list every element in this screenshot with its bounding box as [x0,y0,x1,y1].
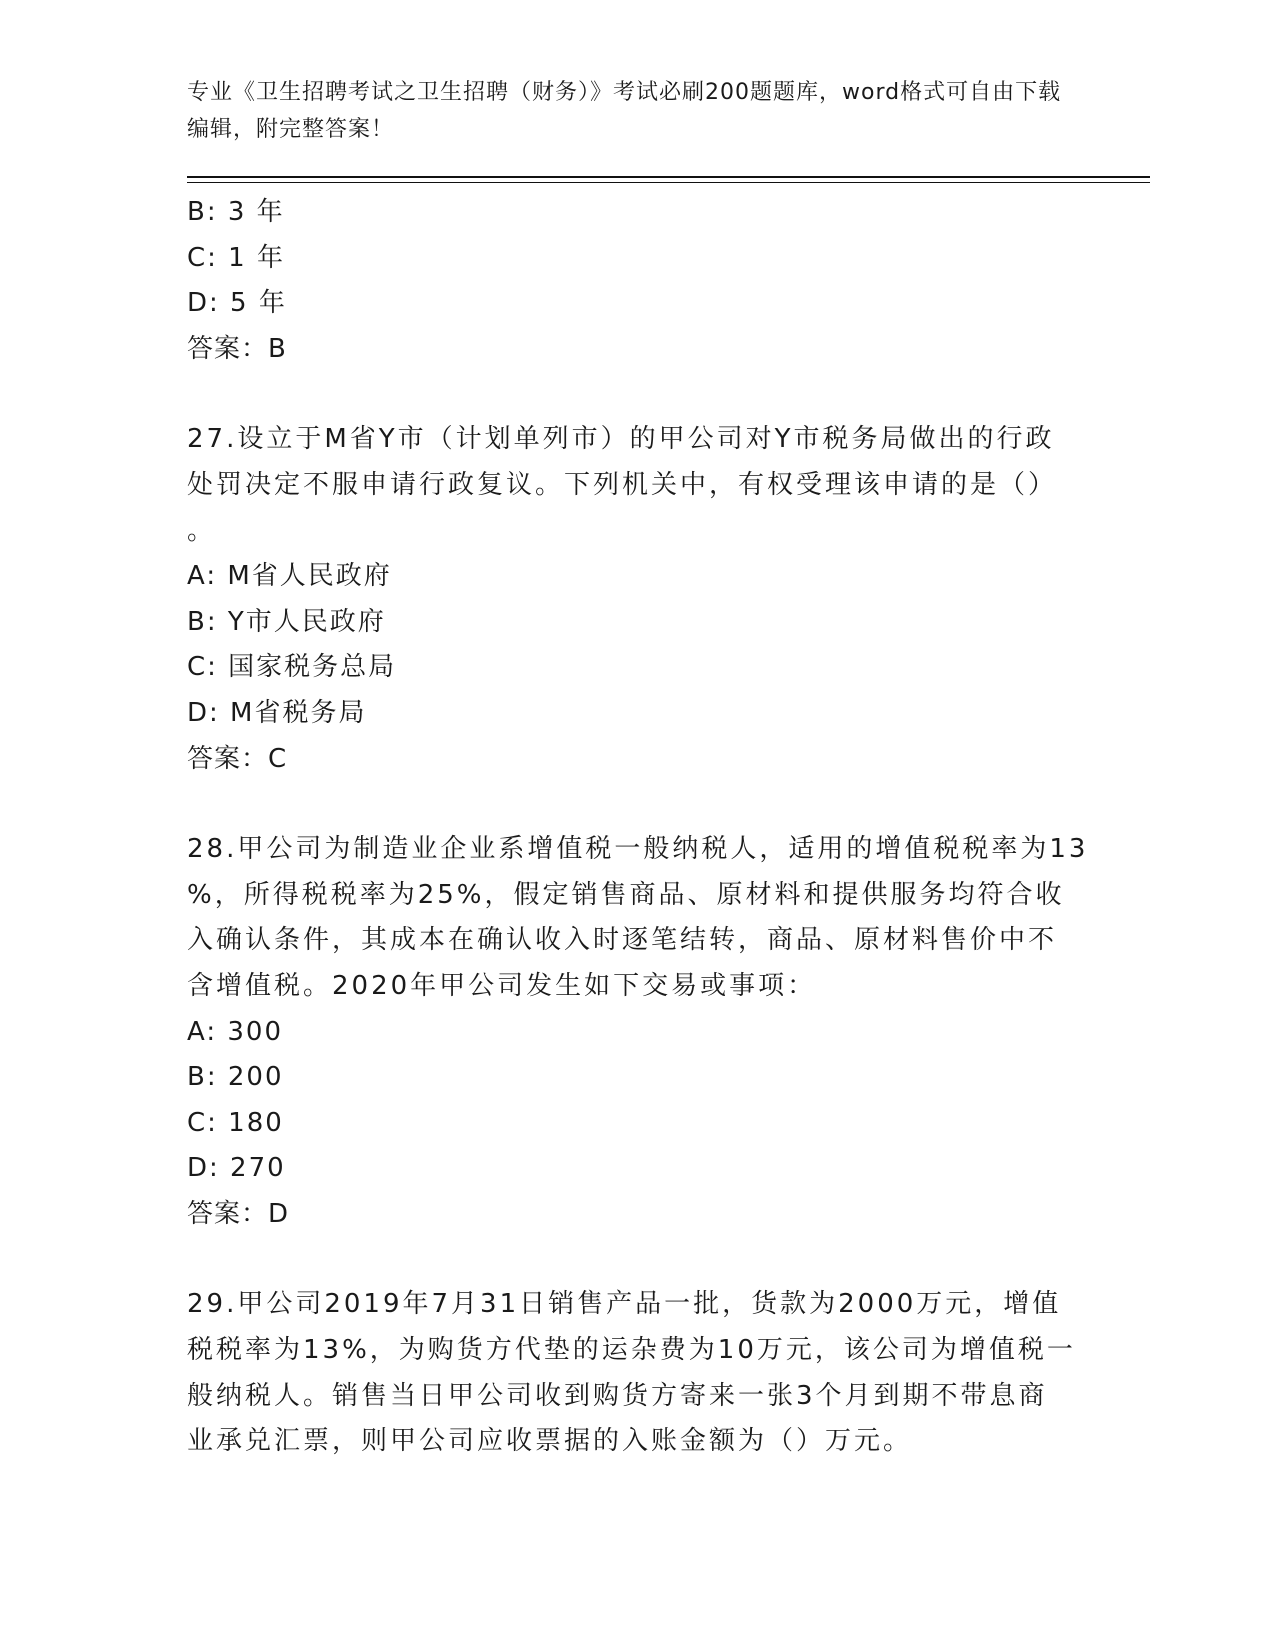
question-text-line: 般纳税人。销售当日甲公司收到购货方寄来一张3个月到期不带息商 [187,1380,1048,1411]
question-text-line: 27.设立于M省Y市（计划单列市）的甲公司对Y市税务局做出的行政 [187,424,1055,455]
answer-line: 答案：B [187,333,287,364]
question-text-line: 入确认条件，其成本在确认收入时逐笔结转，商品、原材料售价中不 [187,925,1058,956]
question-text-line: 含增值税。2020年甲公司发生如下交易或事项： [187,970,817,1001]
option-c: C: 1 年 [187,242,285,273]
header-divider-thin [187,182,1150,183]
question-text-line: 29.甲公司2019年7月31日销售产品一批，货款为2000万元，增值 [187,1289,1062,1320]
question-text-line: 28.甲公司为制造业企业系增值税一般纳税人，适用的增值税税率为13 [187,834,1089,865]
option-b: B: Y市人民政府 [187,606,386,637]
page-header-title: 专业《卫生招聘考试之卫生招聘（财务）》考试必刷200题题库，word格式可自由下载编辑，附完整答案！ [187,80,1062,142]
option-d: D: 270 [187,1153,286,1184]
question-27 [187,417,1087,782]
question-text-line: %，所得税税率为25%，假定销售商品、原材料和提供服务均符合收 [187,879,1065,910]
question-text-line: 税税率为13%，为购货方代垫的运杂费为10万元，该公司为增值税一 [187,1335,1076,1366]
question-content [187,190,1087,1465]
option-d: D: M省税务局 [187,697,367,728]
option-c: C: 180 [187,1107,284,1138]
option-b: B: 200 [187,1062,284,1093]
answer-line: 答案：C [187,743,288,774]
question-text-line: 处罚决定不服申请行政复议。下列机关中，有权受理该申请的是（） [187,469,1058,500]
option-b: B: 3 年 [187,197,285,227]
header-divider [187,176,1150,178]
answer-line: 答案：D [187,1198,290,1229]
option-a: A: 300 [187,1016,283,1047]
question-text-line: 业承兑汇票，则甲公司应收票据的入账金额为（）万元。 [187,1426,913,1457]
question-text-line: 。 [187,515,217,546]
option-c: C: 国家税务总局 [187,652,397,683]
question-26-tail [187,190,1087,372]
option-a: A: M省人民政府 [187,561,392,592]
question-29 [187,1282,1087,1464]
question-28 [187,827,1087,1237]
option-d: D: 5 年 [187,288,287,319]
